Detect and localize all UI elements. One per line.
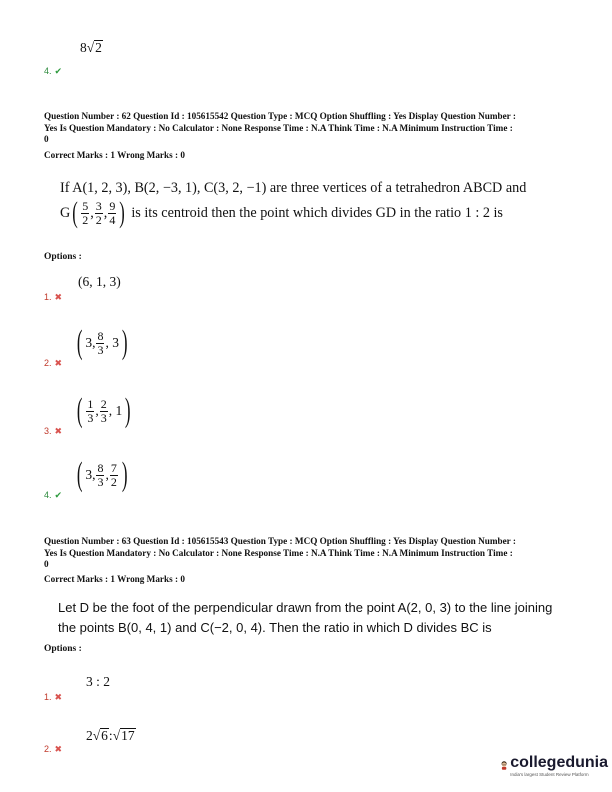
check-icon: ✔	[54, 491, 63, 501]
q62-option-1-label[interactable]: 1. ✖	[44, 292, 63, 303]
mascot-icon	[500, 750, 508, 780]
q62-question-line1: If A(1, 2, 3), B(2, −3, 1), C(3, 2, −1) are three vertices of a tetrahedron ABCD and	[60, 180, 527, 196]
q63-option-1-label[interactable]: 1. ✖	[44, 692, 63, 703]
q62-options-label: Options :	[44, 252, 82, 262]
q62-option-2-value: ( 3, $\frac{8}{3}$ , 3 )	[76, 324, 128, 361]
q62-option-4-value: ( 3, $\frac{8}{3}$ , $\frac{7}{2}$ )	[76, 456, 128, 493]
q63-options-label: Options :	[44, 644, 82, 654]
prev-option-4-value: 8√2	[80, 40, 102, 55]
cross-icon: ✖	[54, 427, 63, 437]
q63-marks: Correct Marks : 1 Wrong Marks : 0	[44, 574, 185, 584]
cross-icon: ✖	[54, 693, 63, 703]
q63-option-2-value: 2√6:√17	[86, 728, 135, 743]
q62-marks: Correct Marks : 1 Wrong Marks : 0	[44, 150, 185, 160]
q63-meta: Question Number : 63 Question Id : 105615543 Question Type : MCQ Option Shuffling : Yes Display Question Number : Yes Is Question Mandatory : No Calculator : None Response Time : N.A Think Time : N.A Minimum Instruction Time : 0	[44, 536, 516, 570]
q62-question-line2: G ( $\frac{5}{2}$ , $\frac{3}{2}$ , $\frac{9}{4}$ ) is its centroid then the point which divides GD in the ratio 1 : 2 is	[60, 196, 503, 229]
q62-option-2-label[interactable]: 2. ✖	[44, 358, 63, 369]
q62-option-3-value: ( $\frac{1}{3}$ , $\frac{2}{3}$ , 1 )	[76, 392, 131, 429]
cross-icon: ✖	[54, 745, 63, 755]
prev-option-4-label: 4. ✔	[44, 66, 63, 77]
cross-icon: ✖	[54, 359, 63, 369]
collegedunia-logo: collegedunia India's largest Student Review Platform	[500, 748, 608, 782]
q62-option-1-value: (6, 1, 3)	[78, 274, 121, 289]
q63-option-2-label[interactable]: 2. ✖	[44, 744, 63, 755]
cross-icon: ✖	[54, 293, 63, 303]
check-icon: ✔	[54, 67, 63, 77]
q62-option-3-label[interactable]: 3. ✖	[44, 426, 63, 437]
q63-option-1-value: 3 : 2	[86, 674, 111, 689]
q62-meta: Question Number : 62 Question Id : 105615542 Question Type : MCQ Option Shuffling : Yes Display Question Number : Yes Is Question Mandatory : No Calculator : None Response Time : N.A Think Time : N.A Minimum Instruction Time : 0	[44, 111, 516, 145]
q62-option-4-label[interactable]: 4. ✔	[44, 490, 63, 501]
q63-question: Let D be the foot of the perpendicular drawn from the point A(2, 0, 3) to the line joining the points B(0, 4, 1) and C(−2, 0, 4). Then the ratio in which D divides BC is	[58, 600, 553, 635]
